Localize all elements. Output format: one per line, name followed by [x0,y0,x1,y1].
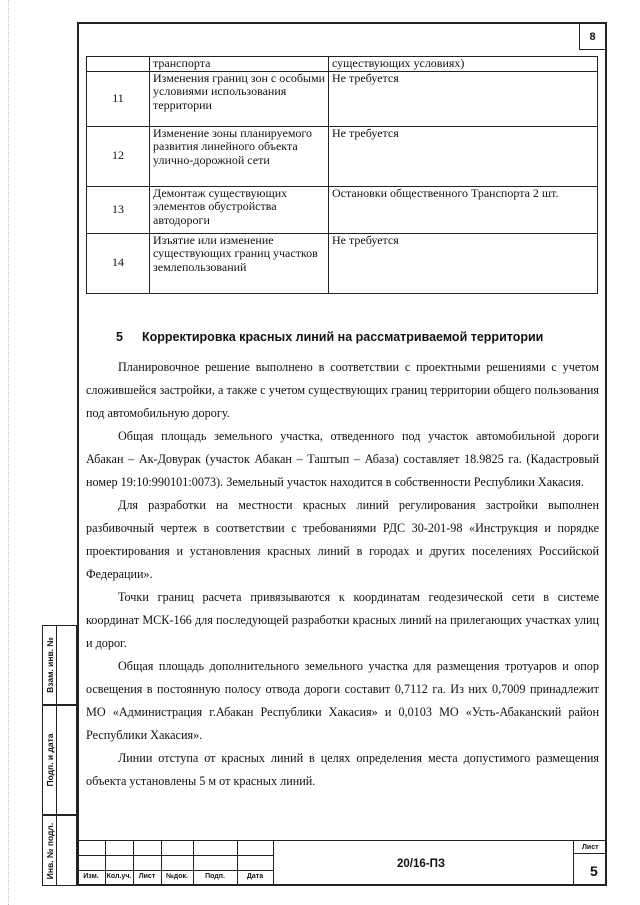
table-row [87,233,598,293]
section-title: Корректировка красных линий на рассматриваемой территории [142,330,544,344]
table-cell [87,57,150,72]
title-block [77,840,607,886]
paragraph: Точки границ расчета привязываются к координатам геодезической сети в системе координат МСК-166 для последующей разработки красных линий на прилегающих участках улиц и дорог. [86,590,599,650]
row-number: 13 [87,186,150,233]
stamp-header-list: Лист [138,873,156,880]
paragraph: Для разработки на местности красных линий регулирования застройки выполнен разбивочный чертеж в соответствии с требованиями РДС 30-201-98 «Инструкция и порядке проектирования и установления красных линий в городах и других поселениях Российской Федерации». [86,498,599,581]
works-table [86,56,598,294]
side-label-podp: Подп. и дата [44,733,55,787]
work-type: Демонтаж существующих элементов обустройства автодороги [150,186,329,233]
work-result: Не требуется [329,126,598,186]
table-row [87,126,598,186]
work-type: Изъятие или изменение существующих границ участков землепользований [150,233,329,293]
side-box-vzam [42,625,77,705]
table-row [87,57,598,72]
row-number: 14 [87,233,150,293]
work-result: Остановки общественного Транспорта 2 шт. [329,186,598,233]
paragraph: Линии отступа от красных линий в целях определения места допустимого размещения объекта установлены 5 м от красных линий. [86,751,599,788]
work-type: Изменение зоны планируемого развития линейного объекта улично-дорожной сети [150,126,329,186]
table-cell: транспорта [150,57,329,72]
sheet-number: 5 [590,863,598,879]
side-label-vzam: Взам. инв. № [44,637,55,693]
paragraph: Планировочное решение выполнено в соответствии с проектными решениями с учетом сложившейся застройки, а также с учетом существующих границ территории общего пользования под автомобильную дорогу. [86,360,599,420]
table-cell: существующих условиях) [329,57,598,72]
table-row [87,186,598,233]
paragraph: Общая площадь дополнительного земельного участка для размещения тротуаров и опор освещения в постоянную полосу отвода дороги составит 0,7112 га. Из них 0,7009 принадлежит МО «Администрация г.Абакан Республики Хакасия» и 0,0103 МО «Усть-Абаканский район Республики Хакасия». [86,659,599,742]
stamp-header-podp: Подп. [205,873,225,880]
section-heading [116,330,543,344]
stamp-header-ndok: №док. [166,873,188,880]
corner-page-number: 8 [579,24,605,50]
section-body [86,356,599,793]
section-number: 5 [116,330,123,344]
row-number: 12 [87,126,150,186]
paragraph: Общая площадь земельного участка, отведенного под участок автомобильной дороги Абакан – Ак-Довурак (участок Абакан – Таштып – Абаза) составляет 18.9825 га. (Кадастровый номер 19:10:990101:0073). Земельный участок находится в собственности Республики Хакасия. [86,429,599,489]
row-number: 11 [87,71,150,126]
stamp-header-koluch: Кол.уч. [106,873,132,880]
sheet-label: Лист [582,844,599,851]
work-type: Изменения границ зон с особыми условиями использования территории [150,71,329,126]
stamp-header-data: Дата [246,873,264,880]
work-result: Не требуется [329,71,598,126]
binding-margin-line [8,0,9,905]
side-box-podp [42,705,77,815]
side-label-inv: Инв. № подл. [44,822,55,879]
work-result: Не требуется [329,233,598,293]
stamp-header-izm: Изм. [83,873,99,880]
side-box-inv [42,815,77,886]
document-code: 20/16-ПЗ [397,858,446,870]
table-row [87,71,598,126]
